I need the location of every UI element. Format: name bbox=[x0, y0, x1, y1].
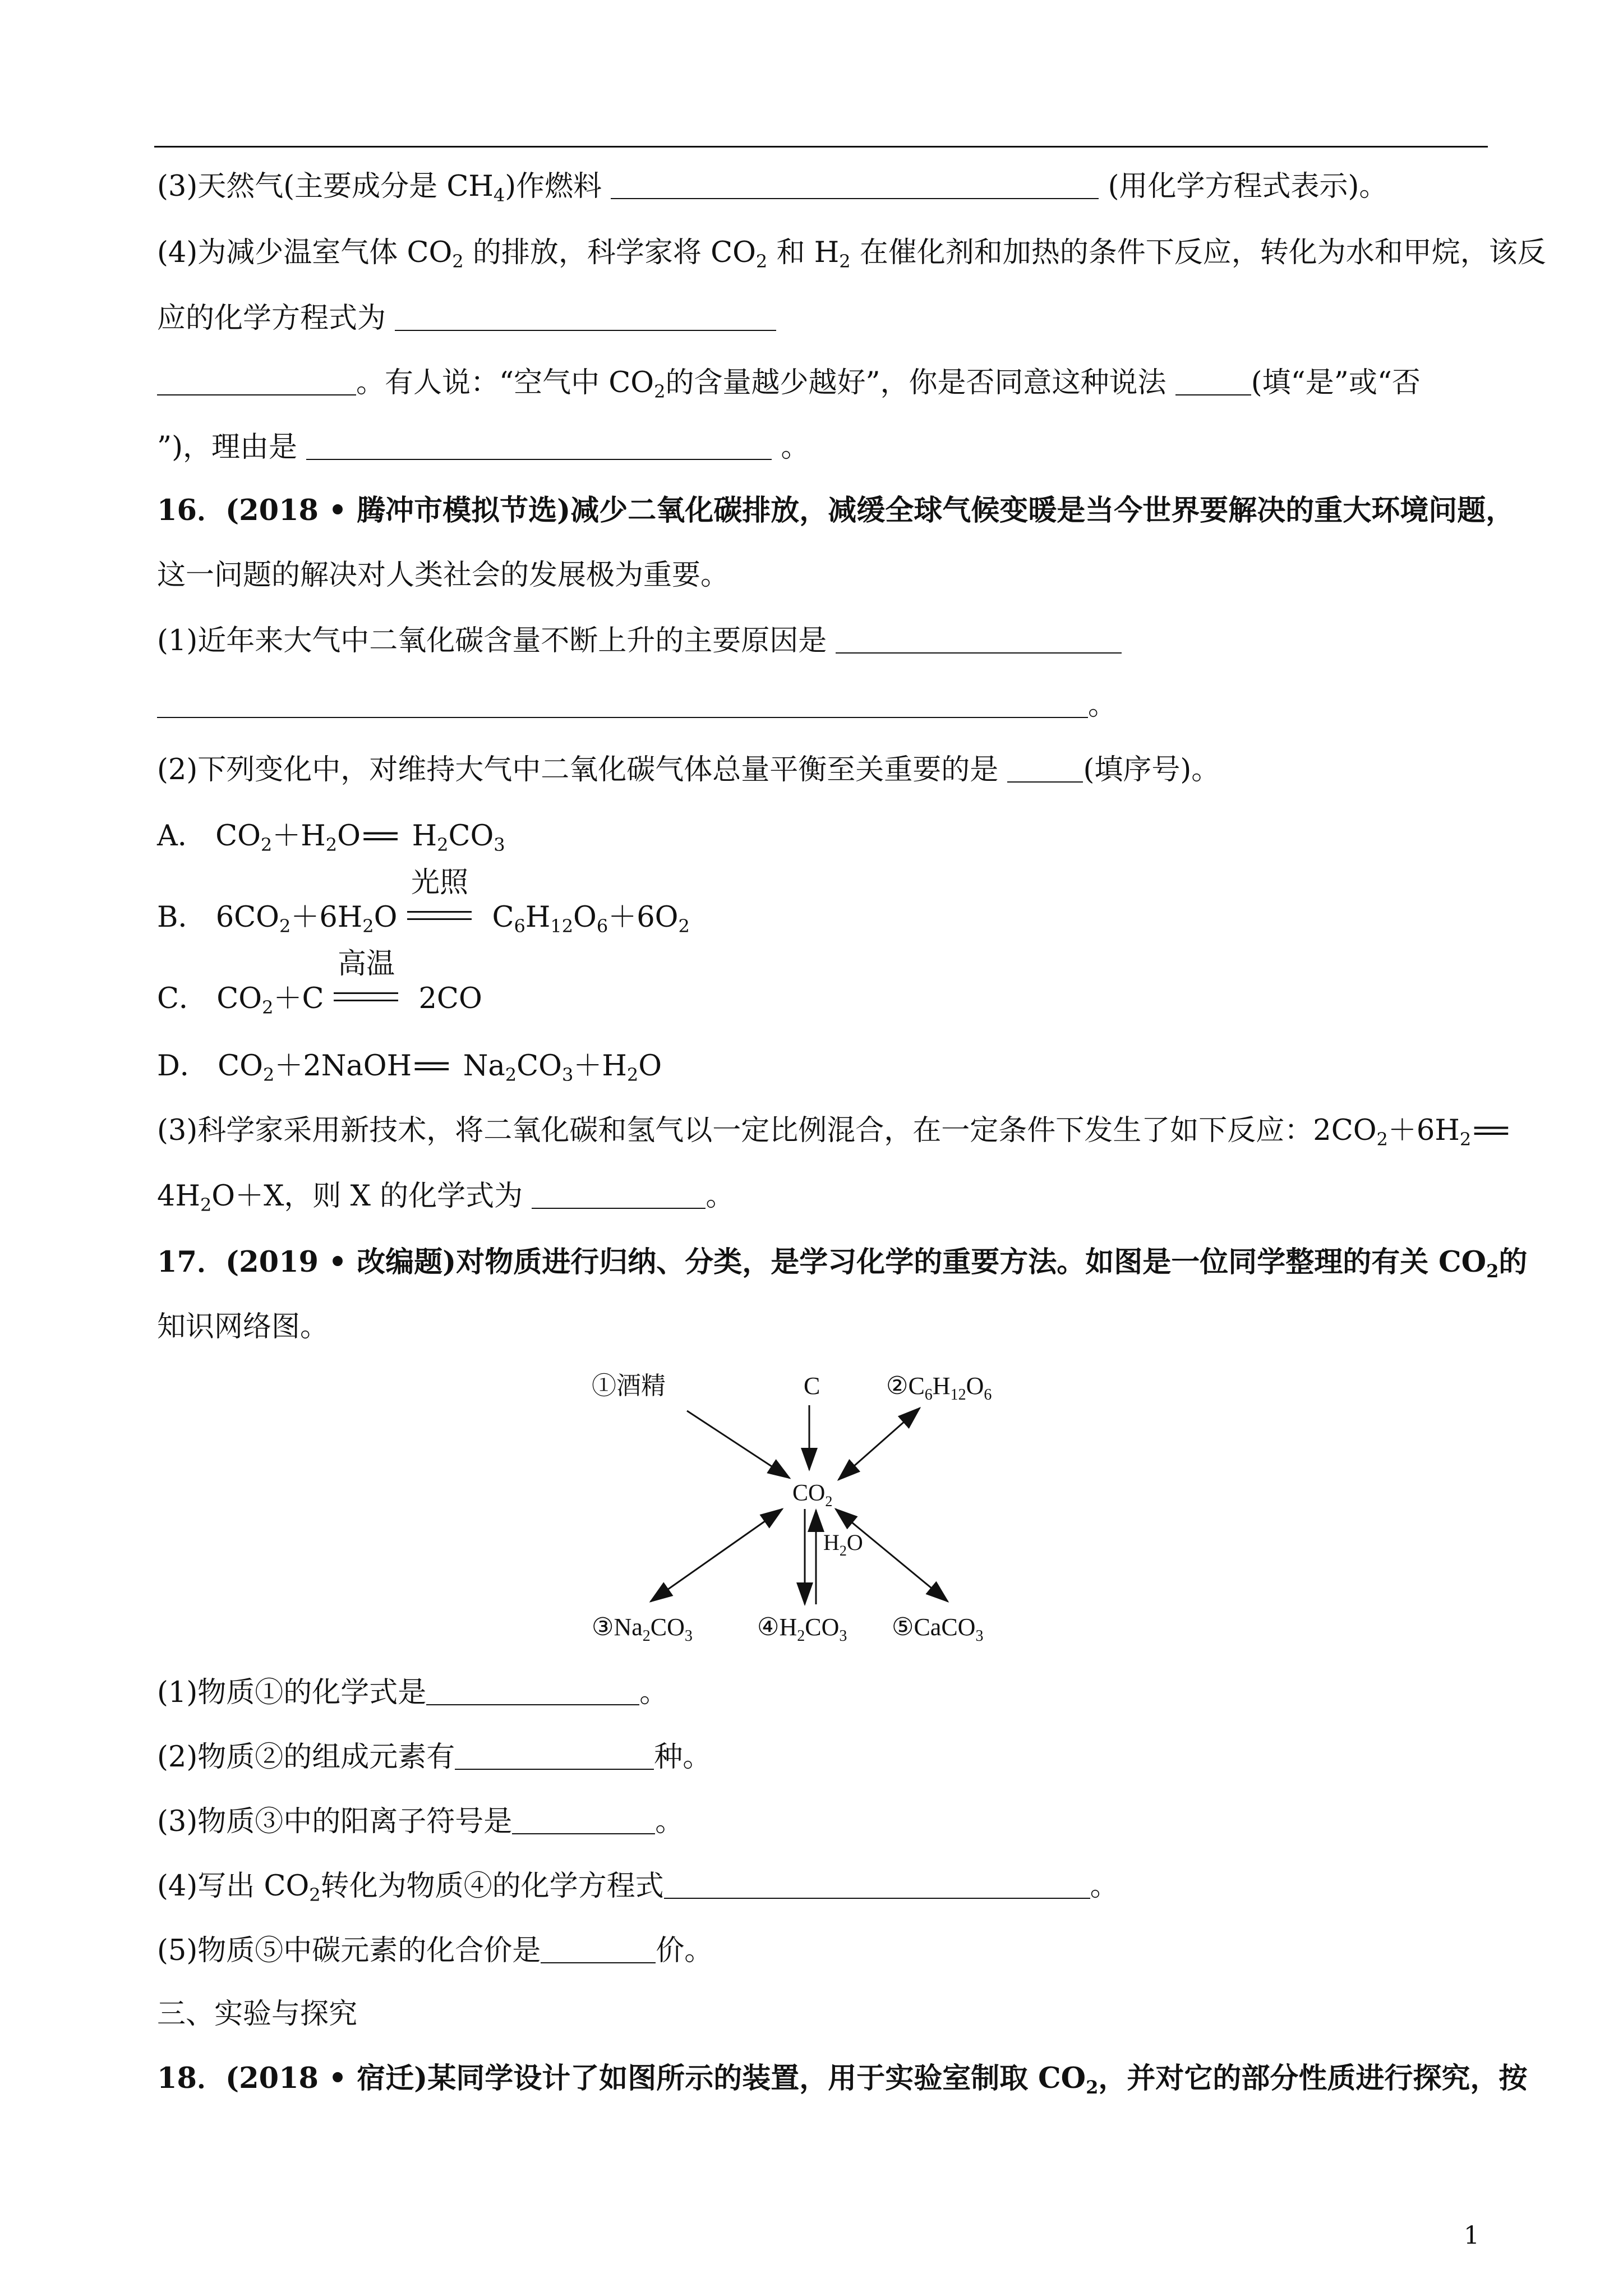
answer-blank[interactable] bbox=[1175, 367, 1251, 395]
q17-stem-line2: 知识网络图。 bbox=[157, 1310, 329, 1343]
answer-blank[interactable] bbox=[512, 1806, 655, 1834]
equals-sign: == bbox=[412, 1050, 444, 1083]
answer-blank[interactable] bbox=[306, 432, 772, 460]
header-rule bbox=[154, 146, 1488, 148]
q16-part1: (1)近年来大气中二氧化碳含量不断上升的主要原因是 bbox=[157, 625, 1122, 655]
node-co2: $CO_2$ bbox=[792, 1480, 833, 1510]
q16-option-d[interactable]: D． $CO_2+2NaOH== Na_2CO_3+H_2O$ bbox=[157, 1050, 662, 1085]
q16-stem: 16．(2018 • 腾冲市模拟节选)减少二氧化碳排放，减缓全球气候变暖是当今世界要解决的重大环境问题， bbox=[157, 494, 1515, 527]
page-number: 1 bbox=[1464, 2221, 1479, 2250]
arrow-alcohol-to-co2 bbox=[687, 1411, 790, 1478]
q16-option-b[interactable]: B． $6CO_2+6H_2O$ 光照 $C_6H_{12}O_6+6O_2$ bbox=[157, 866, 690, 937]
q15-part4-line2: 应的化学方程式为 bbox=[157, 303, 776, 333]
answer-blank[interactable] bbox=[611, 171, 1099, 199]
answer-blank[interactable] bbox=[426, 1677, 639, 1705]
q16-part3: (3)科学家采用新技术，将二氧化碳和氢气以一定比例混合，在一定条件下发生了如下反应：$2CO_2+6H_2==$ bbox=[157, 1114, 1504, 1150]
q17-part4: (4)写出 $CO_2$转化为物质④的化学方程式 。 bbox=[157, 1870, 1119, 1906]
reaction-condition: 高温 bbox=[334, 979, 398, 1013]
reaction-condition: 光照 bbox=[407, 898, 472, 931]
q15-part4-line4: ”)，理由是 。 bbox=[157, 431, 810, 464]
label-h2o: $H_2O$ bbox=[823, 1530, 863, 1559]
q17-part1: (1)物质①的化学式是 。 bbox=[157, 1676, 668, 1709]
q15-part4-line3: 。有人说：“空气中 $CO_2$的含量越少越好”，你是否同意这种说法 (填“是”或“否 bbox=[157, 367, 1421, 397]
node-caco3: ⑤CaCO$_3$ bbox=[892, 1613, 984, 1645]
answer-blank[interactable] bbox=[455, 1742, 654, 1770]
answer-blank[interactable] bbox=[1007, 754, 1083, 783]
q16-part1-line2: 。 bbox=[157, 690, 1117, 720]
q16-option-c[interactable]: C． $CO_2+C$ 高温 2CO bbox=[157, 947, 482, 1018]
answer-blank[interactable] bbox=[836, 625, 1122, 654]
answer-blank[interactable] bbox=[157, 367, 356, 395]
node-carbon: C bbox=[804, 1372, 820, 1400]
answer-blank[interactable] bbox=[532, 1181, 706, 1209]
node-na2co3: $③Na_2CO_3$ bbox=[592, 1613, 693, 1645]
arrow-caco3-co2 bbox=[836, 1509, 948, 1602]
answer-blank[interactable] bbox=[664, 1871, 1090, 1899]
arrow-glucose-co2 bbox=[838, 1408, 920, 1480]
q15-part3: (3)天然气(主要成分是 $CH_4$)作燃料 (用化学方程式表示)。 bbox=[157, 170, 1388, 206]
q15-part4: (4)为减少温室气体 $CO_2$ 的排放，科学家将 $CO_2$ 和 $H_2$ 在催化剂和加热的条件下反应，转化为水和甲烷，该反 bbox=[157, 236, 1546, 272]
q17-part5: (5)物质⑤中碳元素的化合价是 价。 bbox=[157, 1934, 713, 1967]
q17-stem: 17．(2019 • 改编题)对物质进行归纳、分类，是学习化学的重要方法。如图是一位同学整理的有关 $CO_2$的 bbox=[157, 1245, 1528, 1282]
q17-part3: (3)物质③中的阳离子符号是 。 bbox=[157, 1805, 684, 1838]
co2-knowledge-network-diagram bbox=[589, 1358, 1038, 1649]
q16-stem-line2: 这一问题的解决对人类社会的发展极为重要。 bbox=[157, 559, 730, 592]
answer-blank[interactable] bbox=[395, 303, 776, 331]
q16-part2: (2)下列变化中，对维持大气中二氧化碳气体总量平衡至关重要的是 (填序号)。 bbox=[157, 753, 1220, 786]
answer-blank[interactable] bbox=[541, 1935, 656, 1963]
q17-part2: (2)物质②的组成元素有 种。 bbox=[157, 1741, 712, 1774]
node-alcohol: ①酒精 bbox=[592, 1372, 666, 1400]
node-glucose: $②C_6H_{12}O_6$ bbox=[886, 1372, 992, 1404]
node-h2co3: $④H_2CO_3$ bbox=[757, 1613, 847, 1645]
answer-blank[interactable] bbox=[157, 690, 1088, 718]
q18-stem: 18．(2018 • 宿迁)某同学设计了如图所示的装置，用于实验室制取 $CO_2$，并对它的部分性质进行探究，按 bbox=[157, 2062, 1528, 2098]
equals-sign: == bbox=[360, 820, 393, 853]
section-heading: 三、实验与探究 bbox=[157, 1998, 358, 2031]
q16-option-a[interactable]: A． $CO_2+H_2O== H_2CO_3$ bbox=[157, 820, 505, 855]
q16-part3-line2: $4H_2O+X$，则 X 的化学式为 。 bbox=[157, 1180, 735, 1216]
arrow-na2co3-co2 bbox=[651, 1509, 782, 1602]
